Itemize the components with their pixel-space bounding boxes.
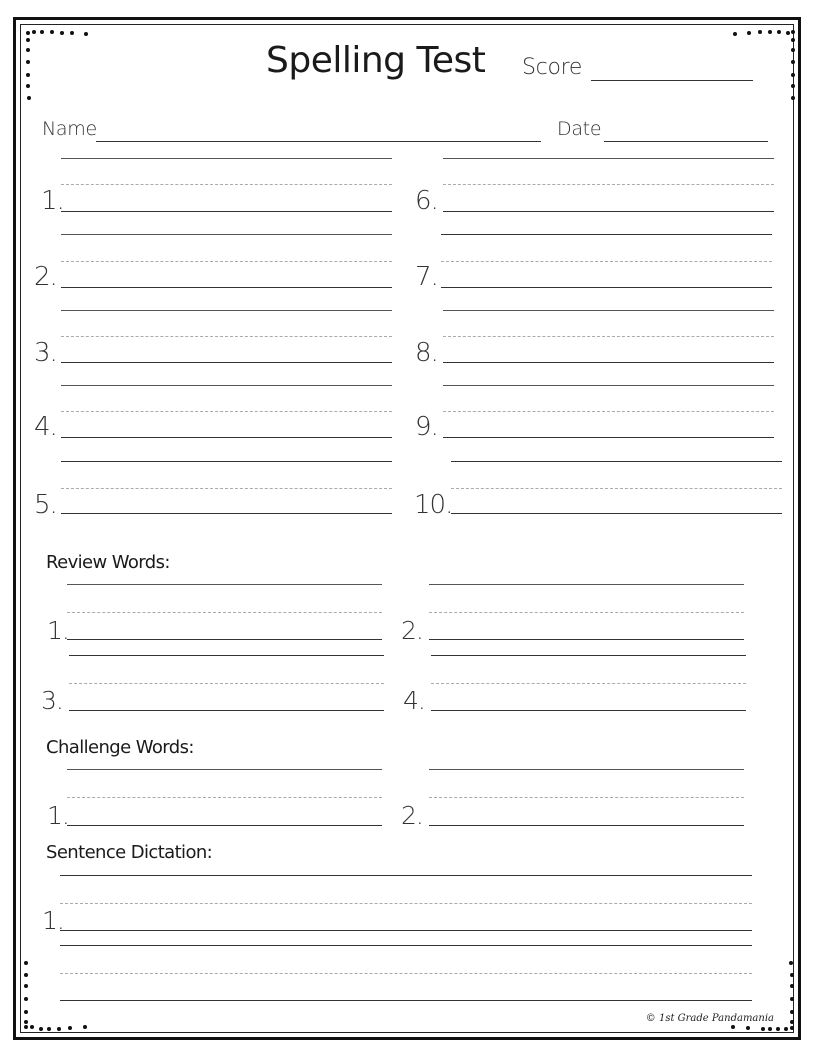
- mid-line-1: [60, 903, 752, 904]
- challenge-2-field[interactable]: [429, 825, 744, 826]
- mid-line: [429, 797, 744, 798]
- review-number: 1.: [47, 616, 69, 645]
- sentence-1-field-line-1[interactable]: [60, 930, 752, 931]
- mid-line: [443, 336, 774, 337]
- mid-line: [61, 261, 392, 262]
- mid-line: [67, 612, 382, 613]
- mid-line: [441, 261, 772, 262]
- challenge-number: 2.: [401, 801, 423, 830]
- top-line: [441, 234, 772, 235]
- page-border-inner: [20, 24, 794, 1033]
- top-line: [61, 158, 392, 159]
- review-words-heading: Review Words:: [46, 552, 170, 573]
- challenge-words-heading: Challenge Words:: [46, 737, 194, 758]
- top-line: [67, 769, 382, 770]
- review-number: 4.: [403, 686, 425, 715]
- top-line: [61, 310, 392, 311]
- top-line: [431, 655, 746, 656]
- name-field[interactable]: [96, 141, 541, 142]
- mid-line: [69, 683, 384, 684]
- mid-line: [431, 683, 746, 684]
- name-label: Name: [42, 118, 97, 140]
- top-line: [67, 584, 382, 585]
- score-field[interactable]: [591, 80, 753, 81]
- top-line-2: [60, 945, 752, 946]
- word-number: 4.: [34, 412, 57, 442]
- mid-line: [61, 488, 392, 489]
- word-number: 2.: [34, 262, 57, 292]
- copyright-text: © 1st Grade Pandamania: [645, 1013, 774, 1024]
- word-number: 7.: [415, 262, 438, 292]
- word-number: 3.: [34, 338, 57, 368]
- sentence-1-field-line-2[interactable]: [60, 1000, 752, 1001]
- mid-line: [443, 184, 774, 185]
- top-line: [61, 461, 392, 462]
- top-line: [443, 385, 774, 386]
- top-line-1: [60, 875, 752, 876]
- page-title: Spelling Test: [266, 40, 486, 81]
- mid-line: [61, 184, 392, 185]
- score-label: Score: [522, 55, 583, 80]
- top-line: [69, 655, 384, 656]
- challenge-1-field[interactable]: [67, 825, 382, 826]
- challenge-number: 1.: [47, 801, 69, 830]
- word-6-field[interactable]: [443, 211, 774, 212]
- word-3-field[interactable]: [61, 362, 392, 363]
- word-number: 9.: [415, 412, 438, 442]
- word-number: 8.: [415, 338, 438, 368]
- top-line: [443, 158, 774, 159]
- date-field[interactable]: [604, 141, 768, 142]
- word-7-field[interactable]: [441, 287, 772, 288]
- mid-line: [429, 612, 744, 613]
- word-number: 6.: [415, 186, 438, 216]
- mid-line: [443, 411, 774, 412]
- word-4-field[interactable]: [61, 437, 392, 438]
- top-line: [61, 234, 392, 235]
- review-2-field[interactable]: [429, 639, 744, 640]
- word-9-field[interactable]: [443, 437, 774, 438]
- word-1-field[interactable]: [61, 211, 392, 212]
- top-line: [61, 385, 392, 386]
- word-5-field[interactable]: [61, 513, 392, 514]
- mid-line-2: [60, 973, 752, 974]
- review-3-field[interactable]: [69, 710, 384, 711]
- mid-line: [61, 336, 392, 337]
- word-number: 1.: [41, 186, 64, 216]
- mid-line: [451, 488, 782, 489]
- review-1-field[interactable]: [67, 639, 382, 640]
- word-number: 5.: [34, 490, 57, 520]
- date-label: Date: [557, 118, 602, 140]
- mid-line: [67, 797, 382, 798]
- review-number: 2.: [401, 616, 423, 645]
- top-line: [451, 461, 782, 462]
- sentence-dictation-heading: Sentence Dictation:: [46, 842, 213, 863]
- top-line: [429, 584, 744, 585]
- review-number: 3.: [41, 686, 63, 715]
- word-10-field[interactable]: [451, 513, 782, 514]
- word-number: 10.: [414, 490, 453, 520]
- top-line: [443, 310, 774, 311]
- top-line: [429, 769, 744, 770]
- word-8-field[interactable]: [443, 362, 774, 363]
- sentence-number: 1.: [42, 906, 64, 935]
- review-4-field[interactable]: [431, 710, 746, 711]
- mid-line: [61, 411, 392, 412]
- word-2-field[interactable]: [61, 287, 392, 288]
